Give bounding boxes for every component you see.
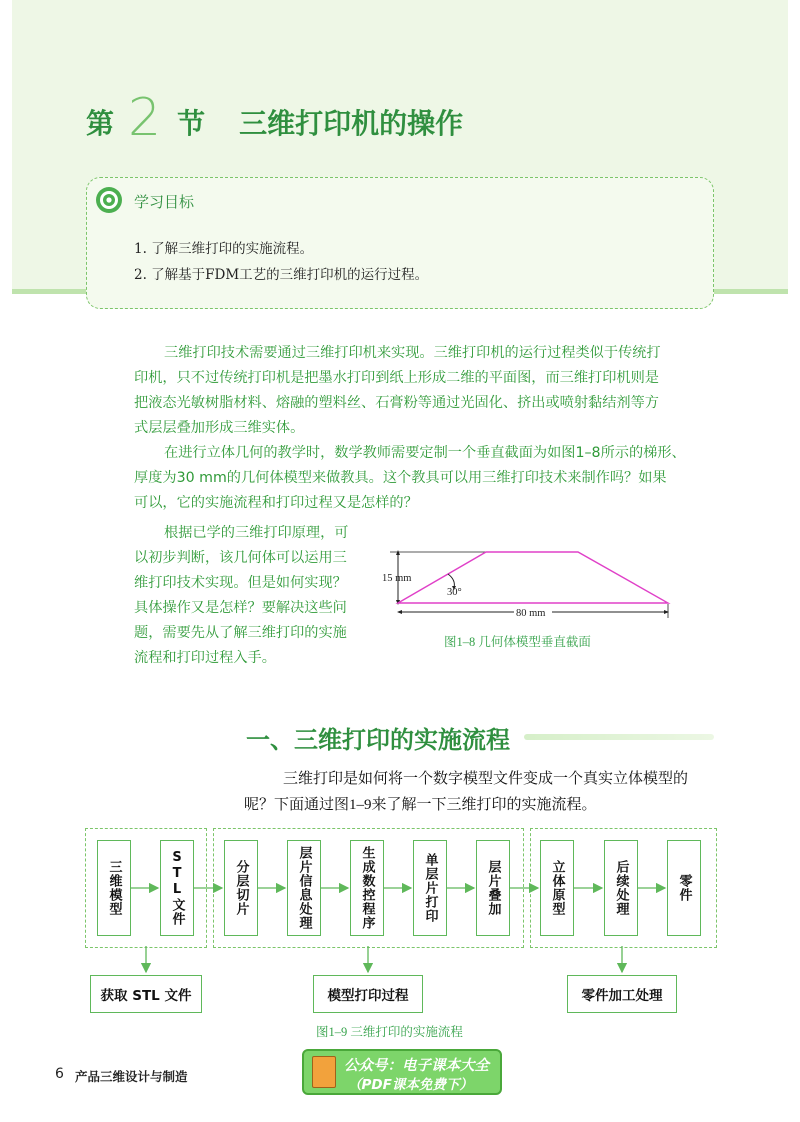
body-line: 可以，它的实施流程和打印过程又是怎样的？ <box>134 495 418 511</box>
trapezoid-outline <box>398 552 668 603</box>
body-line: 三维打印是如何将一个数字模型文件变成一个真实立体模型的 <box>283 771 689 787</box>
figure-caption: 图1–9 三维打印的实施流程 <box>316 1025 463 1039</box>
book-title: 产品三维设计与制造 <box>75 1069 188 1084</box>
heading-suffix: 节 <box>177 107 206 140</box>
body-line: 以初步判断，该几何体可以运用三 <box>134 550 347 566</box>
heading-prefix: 第 <box>86 107 115 140</box>
angle-arc <box>448 574 454 588</box>
flow-output-box: 零件加工处理 <box>567 975 677 1013</box>
section-heading <box>86 88 464 152</box>
flow-step: 零件 <box>667 840 701 936</box>
flow-step: 单层片打印 <box>413 840 447 936</box>
body-line: 流程和打印过程入手。 <box>134 650 276 666</box>
flow-step: 三维模型 <box>97 840 131 936</box>
body-line: 印机，只不过传统打印机是把墨水打印到纸上形成二维的平面图，而三维打印机则是 <box>134 370 659 386</box>
width-label: 80 mm <box>516 608 546 619</box>
arrow-left-icon <box>397 610 402 614</box>
body-line: 把液态光敏树脂材料、熔融的塑料丝、石膏粉等通过光固化、挤出或喷射黏结剂等方 <box>134 395 659 411</box>
section-title-bar <box>524 734 714 740</box>
body-line: 具体操作又是怎样？要解决这些问 <box>134 600 347 616</box>
arrow-up-icon <box>396 550 400 555</box>
flow-output-box: 模型打印过程 <box>313 975 423 1013</box>
flow-step: 后续处理 <box>604 840 638 936</box>
trapezoid-figure <box>380 540 680 630</box>
watermark-line: （PDF课本免费下） <box>348 1077 473 1093</box>
body-line: 在进行立体几何的教学时，数学教师需要定制一个垂直截面为如图1–8所示的梯形、 <box>164 445 686 461</box>
heading-title: 三维打印机的操作 <box>239 107 464 140</box>
book-icon <box>312 1056 336 1088</box>
flow-step: 生成数控程序 <box>350 840 384 936</box>
learning-goals-title: 学习目标 <box>134 193 195 211</box>
height-label: 15 mm <box>382 573 412 584</box>
target-icon <box>95 186 123 214</box>
watermark-banner <box>302 1049 502 1095</box>
flow-step: 立体原型 <box>540 840 574 936</box>
body-line: 维打印技术实现。但是如何实现？ <box>134 575 347 591</box>
flow-step: 层片叠加 <box>476 840 510 936</box>
page-number: 6 <box>55 1066 64 1082</box>
figure-caption: 图1–8 几何体模型垂直截面 <box>444 635 591 649</box>
flow-step: STL文件 <box>160 840 194 936</box>
flow-output-box: 获取 STL 文件 <box>90 975 202 1013</box>
body-line: 呢？下面通过图1–9来了解一下三维打印的实施流程。 <box>244 797 597 813</box>
body-line: 式层层叠加形成三维实体。 <box>134 420 305 436</box>
angle-label: 30° <box>447 587 462 598</box>
goal-item: 1. 了解三维打印的实施流程。 <box>134 241 314 257</box>
body-line: 根据已学的三维打印原理，可 <box>164 525 349 541</box>
flow-step: 层片信息处理 <box>287 840 321 936</box>
goal-item: 2. 了解基于FDM工艺的三维打印机的运行过程。 <box>134 267 429 283</box>
heading-number: 2 <box>128 88 162 148</box>
body-line: 三维打印技术需要通过三维打印机来实现。三维打印机的运行过程类似于传统打 <box>164 345 661 361</box>
body-line: 题，需要先从了解三维打印的实施 <box>134 625 347 641</box>
body-line: 厚度为30 mm的几何体模型来做教具。这个教具可以用三维打印技术来制作吗？如果 <box>134 470 667 486</box>
flow-step: 分层切片 <box>224 840 258 936</box>
watermark-line: 公众号：电子课本大全 <box>344 1058 489 1074</box>
section-title: 一、三维打印的实施流程 <box>246 726 510 754</box>
